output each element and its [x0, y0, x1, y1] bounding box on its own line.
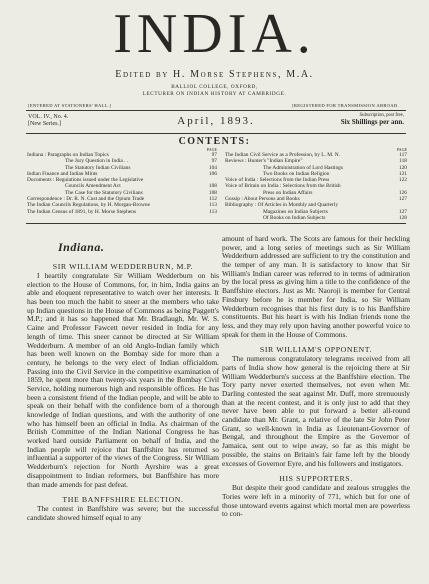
contents-entry-title: The Indian Civil Service as a Profession, by L. M. N. — [225, 152, 340, 158]
section-title: Indiana. — [58, 240, 105, 254]
series-label: [New Series.] — [28, 121, 61, 127]
article-heading: THE BANFFSHIRE ELECTION. — [62, 495, 184, 505]
page-column-header: PAGE — [206, 147, 217, 152]
issue-date: April, 1893. — [177, 115, 255, 127]
contents-entry-title: Reviews : Hunter's "Indian Empire" — [225, 158, 303, 165]
divider-contents — [26, 223, 406, 224]
subscription-info — [341, 113, 404, 125]
lecturer-line: LECTURER ON INDIAN HISTORY AT CAMBRIDGE. — [142, 91, 287, 97]
article-paragraph: amount of hard work. The Scots are famous for their heckling power, and a long series of meetings such as Sir William Wedderburn addressed are sufficient to try the constitution and the temper of any man. It is satisfactory to know that Sir William's Indian career was referred to in terms of admiration by the local press as giving him a title to the confidence of the Banffshire electors. Just as Mr. Naoroji is member for Central Finsbury before he is member for India, so Sir William Wedderburn recognises that his first duty is to his Banffshire constituents. But his heart is with his Indian friends none the less, and they may rely upon having another powerful voice to speak for them in the House of Commons. — [222, 234, 410, 339]
contents-entry — [27, 209, 217, 215]
article-paragraph: The contest in Banffshire was severe; but the successful candidate showed himself equal to any — [27, 504, 219, 522]
contents-entry-title: Magazines on Indian Subjects — [263, 208, 328, 215]
subscription-label: Subscription, post free, — [359, 113, 404, 118]
contents-entry-page: 97 — [211, 152, 217, 158]
contents-entry-title: Indiana : Paragraphs on Indian Topics — [27, 152, 109, 158]
volume-number: VOL. IV., No. 4. — [28, 114, 69, 120]
contents-entry-title: Voice of Britain on India : Selections from the British — [225, 183, 341, 190]
contents-entry-title: Bibliography : Of Articles in Monthly and Quarterly — [225, 202, 339, 209]
article-heading: SIR WILLIAM WEDDERBURN, M.P. — [52, 262, 194, 271]
registration-note-right: [REGISTERED FOR TRANSMISSION ABROAD. — [292, 103, 399, 108]
divider-issue — [26, 133, 406, 134]
contents-heading: CONTENTS: — [178, 136, 251, 147]
contents-entry-page: 120 — [398, 164, 407, 171]
contents-entry-page: 128 — [398, 214, 407, 221]
contents-right-column — [225, 147, 407, 221]
page-column-header: PAGE — [396, 147, 407, 152]
contents-entry-title: Councils Amendment Act — [65, 183, 121, 190]
contents-entry-page: 108 — [208, 189, 217, 196]
contents-entry-title: Of Books on Indian Subjects — [263, 214, 326, 221]
contents-entry-title: Correspondence : Dr. R. N. Cust and the Opium Trade — [27, 196, 145, 203]
article-paragraph: But despite their good candidate and zealous struggles the Tories were left in a minority of 771, which but for one of those untoward events against which mortal men are powerless to con- — [222, 483, 410, 519]
subscription-price: Six Shillings per ann. — [340, 118, 404, 126]
editor-affiliation — [0, 84, 429, 98]
editor-line: Edited by H. Morse Stephens, M.A. — [115, 69, 314, 80]
contents-entry-title: Documents : Regulations issued under the Legislative — [27, 177, 144, 184]
registration-note-left: [ENTERED AT STATIONERS' HALL.] — [28, 103, 112, 108]
masthead-title: INDIA. — [113, 3, 316, 65]
contents-left-column — [27, 147, 217, 215]
contents-entry-page: 113 — [209, 208, 217, 215]
contents-entry-title: Gossip : About Persons and Books — [225, 196, 300, 203]
contents-entry-page: 113 — [209, 202, 217, 209]
article-paragraph: I heartily congratulate Sir William Wedderburn on his election to the House of Commons, for, in him, India gains an able and eloquent representative to watch over her interests. It has been too much the habit to sneer at the members who take up Indian questions in the House of Commons as being Paggett's M.P.; and it has so happened that Mr. Bradlaugh, Mr. W. S. Caine and Professor Fawcett never resided in India for any length of time. This sneer cannot be directed at Sir William Wedderburn. A member of an old Anglo-Indian family which has been well known on the Bombay side for more than a century, he belongs to the very elect of Indian officialdom. Passing into the Civil Service in the competitive examination of 1859, he spent more than twenty-six years in the Bombay Civil Service, holding numerous high and responsible offices. He has been a consistent friend of the Indian people, and will be able to speak on their behalf with the confidence born of a thorough knowledge of Indian questions, and with the authority of one who has himself been an official in India. As chairman of the British Committee of the Indian National Congress he has worked hard outside Parliament on behalf of India, and the Indian people will rejoice that Banffshire has returned so influential a supporter of the views of the Congress. Sir William Wedderburn's rejection for North Ayrshire was a great disappointment to Indian reformers, but Banffshire has more than made amends for past defeat. — [27, 271, 219, 489]
contents-entry-page: 127 — [398, 196, 407, 203]
contents-entry-page: 117 — [399, 152, 407, 158]
contents-entry-title: The Indian Councils Regulations, by H. Morgan-Browne — [27, 202, 150, 209]
contents-entry-title: The Administration of Lord Hastings — [263, 164, 343, 171]
contents-entry-page: 112 — [209, 196, 217, 203]
contents-entry-title: Indian Finance and Indian Mints — [27, 170, 98, 177]
divider-top — [26, 110, 406, 111]
contents-entry-page: 127 — [398, 208, 407, 215]
contents-entry-title: The Jury Question in India . . — [65, 158, 129, 165]
contents-entry-page: 106 — [208, 170, 217, 177]
contents-entry-page: 108 — [208, 183, 217, 190]
contents-entry-title: Press on Indian Affairs — [263, 189, 313, 196]
contents-entry-title: The Case for the Statutory Civilians — [65, 189, 143, 196]
issue-info-row — [26, 112, 406, 134]
contents-entry-page: 121 — [398, 170, 407, 177]
contents-entry-page: 118 — [399, 158, 407, 165]
contents-entry-title: Voice of India : Selections from the Indian Press — [225, 177, 330, 184]
college-line: BALLIOL COLLEGE, OXFORD, — [171, 84, 258, 90]
contents-entry-page: 97 — [211, 158, 217, 165]
contents-entry-title: Two Books on Indian Religion — [263, 170, 330, 177]
contents-entry-page: 104 — [208, 164, 217, 171]
contents-entry-page: 126 — [398, 189, 407, 196]
contents-entry-title: The Indian Census of 1891, by H. Morse Stephens — [27, 208, 136, 215]
article-right-column — [222, 235, 410, 519]
contents-entry-title: The Statutory Indian Civilians — [65, 164, 131, 171]
article-left-column — [27, 262, 219, 523]
article-heading: SIR WILLIAM'S OPPONENT. — [259, 345, 373, 355]
article-heading: HIS SUPPORTERS. — [279, 474, 353, 484]
contents-entry-page: 122 — [398, 177, 407, 184]
article-paragraph: The numerous congratulatory telegrams received from all parts of India show how general is the rejoicing there at Sir William Wedderburn's success at the Banffshire election. The Tory party never exerted themselves, not even when Mr. Darling contested the seat against Mr. Duff, more strenuously than at the recent contest, and it is only just to add that they never have been able to put forward a better all-round candidate than Mr. Grant, a relative of the late Sir John Peter Grant, so well-known in India as Lieutenant-Governor of Bengal, and throughout the Empire as the Governor of Jamaica, sent out to wipe away, so far as this might be possible, the stains on Britain's fair fame left by the bloody excesses of Governor Eyre, and his followers and instigators. — [222, 354, 410, 468]
contents-entry — [225, 215, 407, 221]
